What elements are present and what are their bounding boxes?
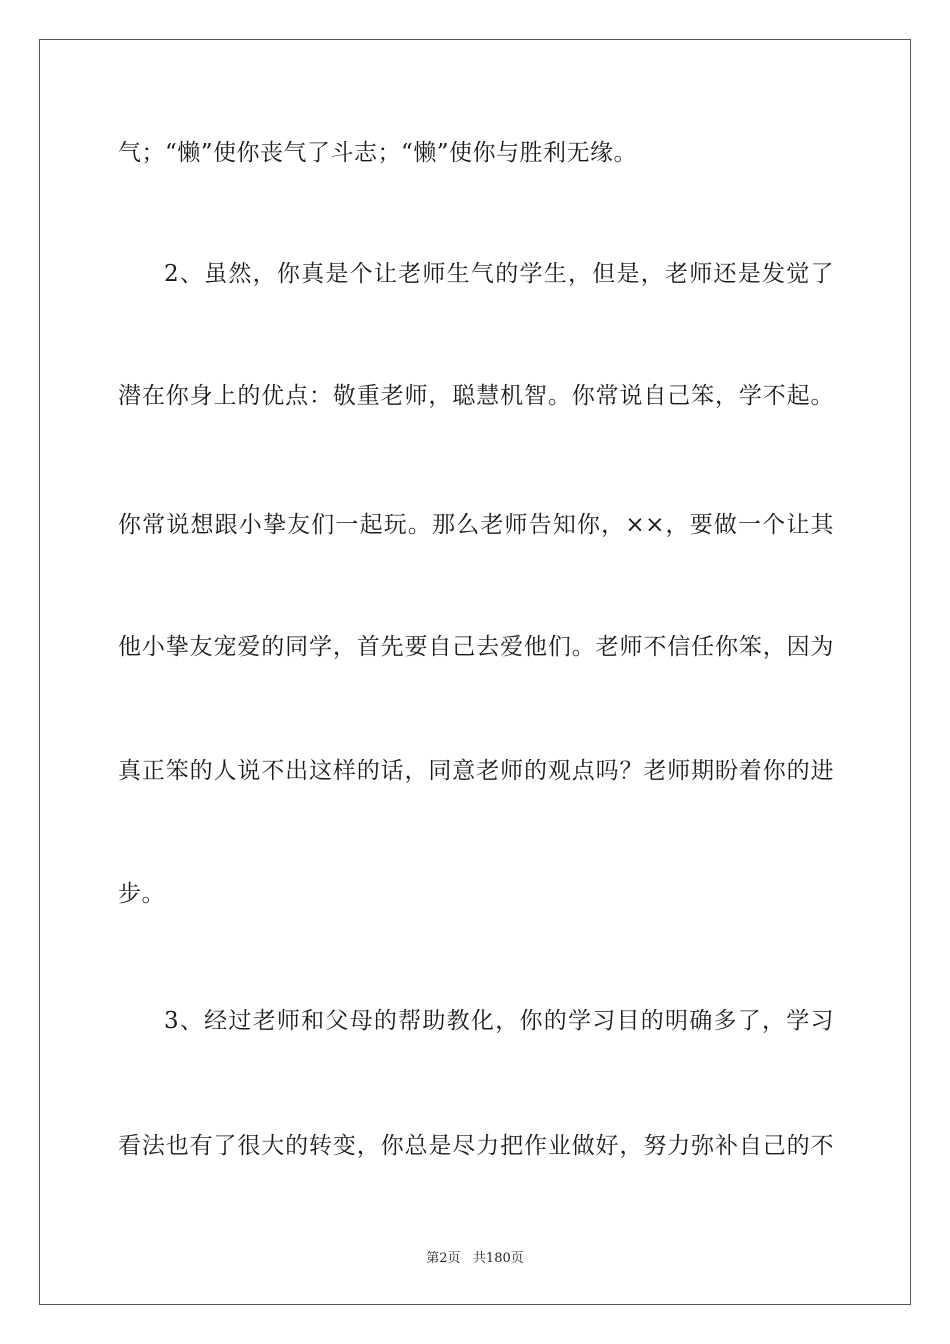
page-border xyxy=(39,39,911,1305)
text-line-6: 真正笨的人说不出这样的话，同意老师的观点吗？老师期盼着你的进 xyxy=(118,758,834,784)
page-footer xyxy=(0,1247,950,1266)
text-line-4: 你常说想跟小挚友们一起玩。那么老师告知你，××，要做一个让其 xyxy=(118,512,834,538)
text-line-1: 气；“懒”使你丧气了斗志；“懒”使你与胜利无缘。 xyxy=(118,140,638,166)
text-line-8: 3、经过老师和父母的帮助教化，你的学习目的明确多了，学习 xyxy=(164,1008,834,1034)
text-line-2: 2、虽然，你真是个让老师生气的学生，但是，老师还是发觉了 xyxy=(164,261,834,287)
text-line-7: 步。 xyxy=(118,881,165,907)
text-line-3: 潜在你身上的优点：敬重老师，聪慧机智。你常说自己笨，学不起。 xyxy=(118,383,834,409)
page-number: 第2页 xyxy=(426,1251,461,1266)
text-line-5: 他小挚友宠爱的同学，首先要自己去爱他们。老师不信任你笨，因为 xyxy=(118,634,834,660)
page-total: 共180页 xyxy=(472,1251,524,1266)
text-line-9: 看法也有了很大的转变，你总是尽力把作业做好，努力弥补自己的不 xyxy=(118,1133,834,1159)
